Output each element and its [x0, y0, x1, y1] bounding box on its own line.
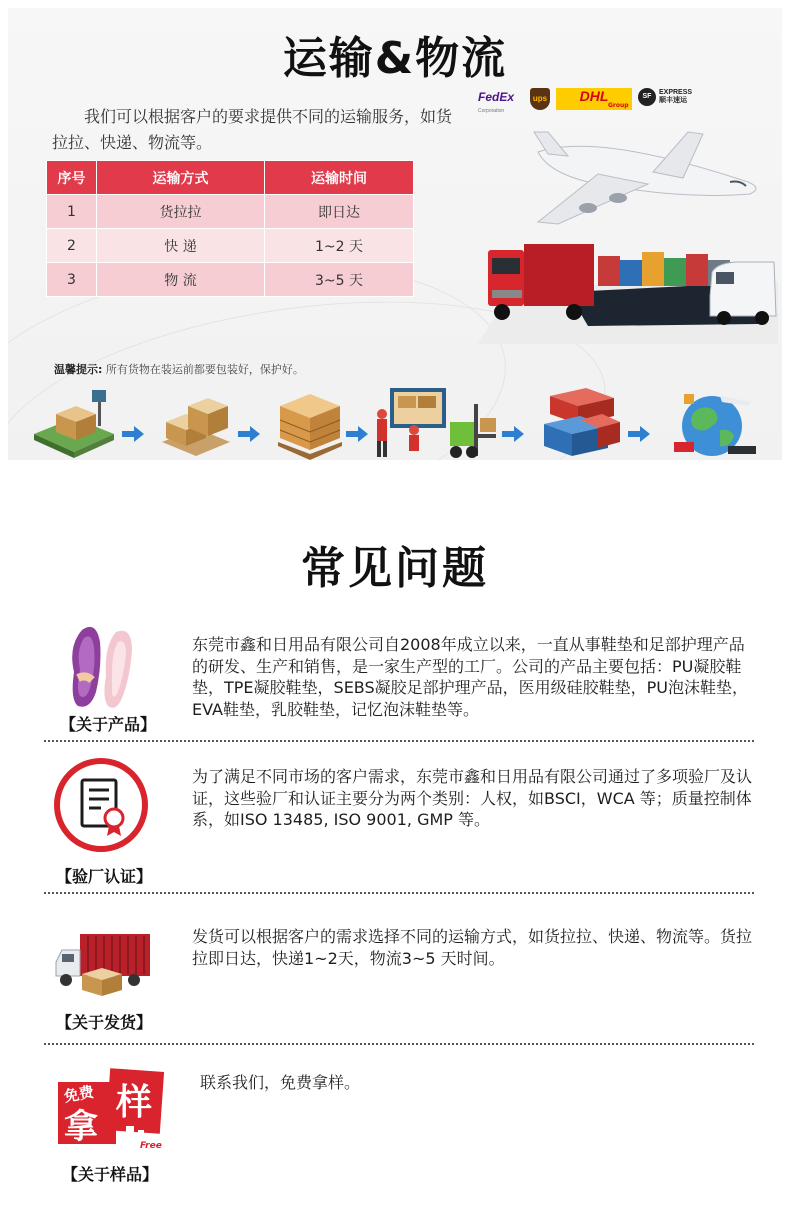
fedex-logo — [478, 88, 514, 112]
sf-express-logo: SF — [638, 88, 656, 106]
globe-transport-icon — [664, 384, 764, 460]
shipping-section — [8, 8, 782, 460]
faq-item-certification — [0, 752, 790, 886]
table-header-method: 运输方式 — [97, 161, 265, 195]
sf-express-text-cn: 顺丰速运 — [659, 97, 687, 104]
table-cell-number: 3 — [47, 263, 97, 297]
shipping-title: 运输&物流 — [282, 33, 508, 84]
arrow-right-icon — [122, 426, 144, 442]
arrow-right-icon — [502, 426, 524, 442]
pallet-icon — [266, 384, 354, 460]
arrow-right-icon — [628, 426, 650, 442]
faq-divider — [44, 892, 754, 894]
faq-item-shipping — [0, 904, 790, 1034]
courier-logos — [478, 88, 698, 112]
table-header-time: 运输时间 — [265, 161, 414, 195]
shipping-tip-label: 温馨提示: — [54, 363, 103, 376]
table-cell-number: 2 — [47, 229, 97, 263]
shipping-tip — [54, 361, 304, 377]
shipping-intro: 我们可以根据客户的要求提供不同的运输服务，如货拉拉、快递、物流等。 — [52, 107, 453, 152]
faq-text-shipping: 发货可以根据客户的需求选择不同的运输方式，如货拉拉、快递、物流等。货拉拉即日达，快递1~2天，物流3~5 天时间。 — [192, 927, 753, 968]
shipping-table — [46, 160, 414, 297]
table-cell-method: 快 递 — [97, 229, 265, 263]
sf-express-text-en: EXPRESS — [659, 89, 693, 96]
certificate-icon — [52, 756, 150, 854]
shipping-container-icon — [536, 384, 624, 460]
table-cell-time: 3~5 天 — [265, 263, 414, 297]
fedex-logo-text: FedEx — [478, 90, 515, 104]
stamp-text-free-en: Free — [140, 1141, 162, 1150]
sf-express-text — [659, 89, 692, 105]
shipping-tip-text: 所有货物在装运前都要包装好，保护好。 — [105, 363, 304, 376]
faq-text-sample: 联系我们，免费拿样。 — [200, 1073, 361, 1092]
delivery-truck-icon — [52, 928, 152, 1000]
ups-logo: ups — [530, 88, 550, 110]
insole-icon — [62, 622, 138, 712]
faq-divider — [44, 1043, 754, 1045]
faq-caption-certification: 【验厂认证】 — [56, 867, 153, 886]
faq-text-certification: 为了满足不同市场的客户需求，东莞市鑫和日用品有限公司通过了多项验厂及认证，这些验厂和认证主要分为两个类别：人权，如BSCI，WCA 等；质量控制体系，如ISO 13485, ISO 9001, GMP 等。 — [192, 767, 753, 829]
stamp-text-free-cn: 免费 — [62, 1082, 96, 1106]
fedex-logo-subtext: Corporation — [478, 108, 505, 114]
table-row — [47, 263, 414, 297]
table-cell-time: 1~2 天 — [265, 229, 414, 263]
faq-divider — [44, 740, 754, 742]
airplane-icon — [534, 132, 756, 224]
faq-text-product: 东莞市鑫和日用品有限公司自2008年成立以来，一直从事鞋垫和足部护理产品的研发、生产和销售，是一家生产型的工厂。公司的产品主要包括：PU凝胶鞋垫，TPE凝胶鞋垫，SEBS凝胶足部护理产品，医用级硅胶鞋垫，PU泡沫鞋垫，EVA鞋垫，乳胶鞋垫，记忆泡沫鞋垫等。 — [192, 635, 749, 719]
arrow-right-icon — [238, 426, 260, 442]
transport-illustration — [478, 112, 782, 344]
faq-caption-sample: 【关于样品】 — [62, 1165, 159, 1184]
faq-item-product — [0, 620, 790, 732]
table-cell-method: 物 流 — [97, 263, 265, 297]
table-header-number: 序号 — [47, 161, 97, 195]
faq-caption-product: 【关于产品】 — [60, 715, 157, 734]
packaging-process — [30, 384, 770, 460]
table-header-row — [47, 161, 414, 195]
table-cell-number: 1 — [47, 195, 97, 229]
stamp-text-sample: 样 — [116, 1082, 153, 1123]
table-row — [47, 195, 414, 229]
table-cell-time: 即日达 — [265, 195, 414, 229]
loading-workers-icon — [370, 384, 500, 460]
table-row — [47, 229, 414, 263]
faq-caption-shipping: 【关于发货】 — [56, 1013, 153, 1032]
dhl-logo: DHL — [556, 88, 632, 110]
scale-box-icon — [30, 384, 118, 460]
arrow-right-icon — [346, 426, 368, 442]
table-cell-method: 货拉拉 — [97, 195, 265, 229]
faq-item-sample — [0, 1056, 790, 1186]
stamp-text-take: 拿 — [64, 1107, 98, 1147]
dhl-logo-subtext: Group — [608, 102, 629, 109]
van-icon — [710, 262, 776, 325]
stacked-boxes-icon — [152, 384, 240, 460]
free-sample-stamp-icon — [56, 1068, 166, 1150]
faq-title: 常见问题 — [301, 543, 489, 594]
